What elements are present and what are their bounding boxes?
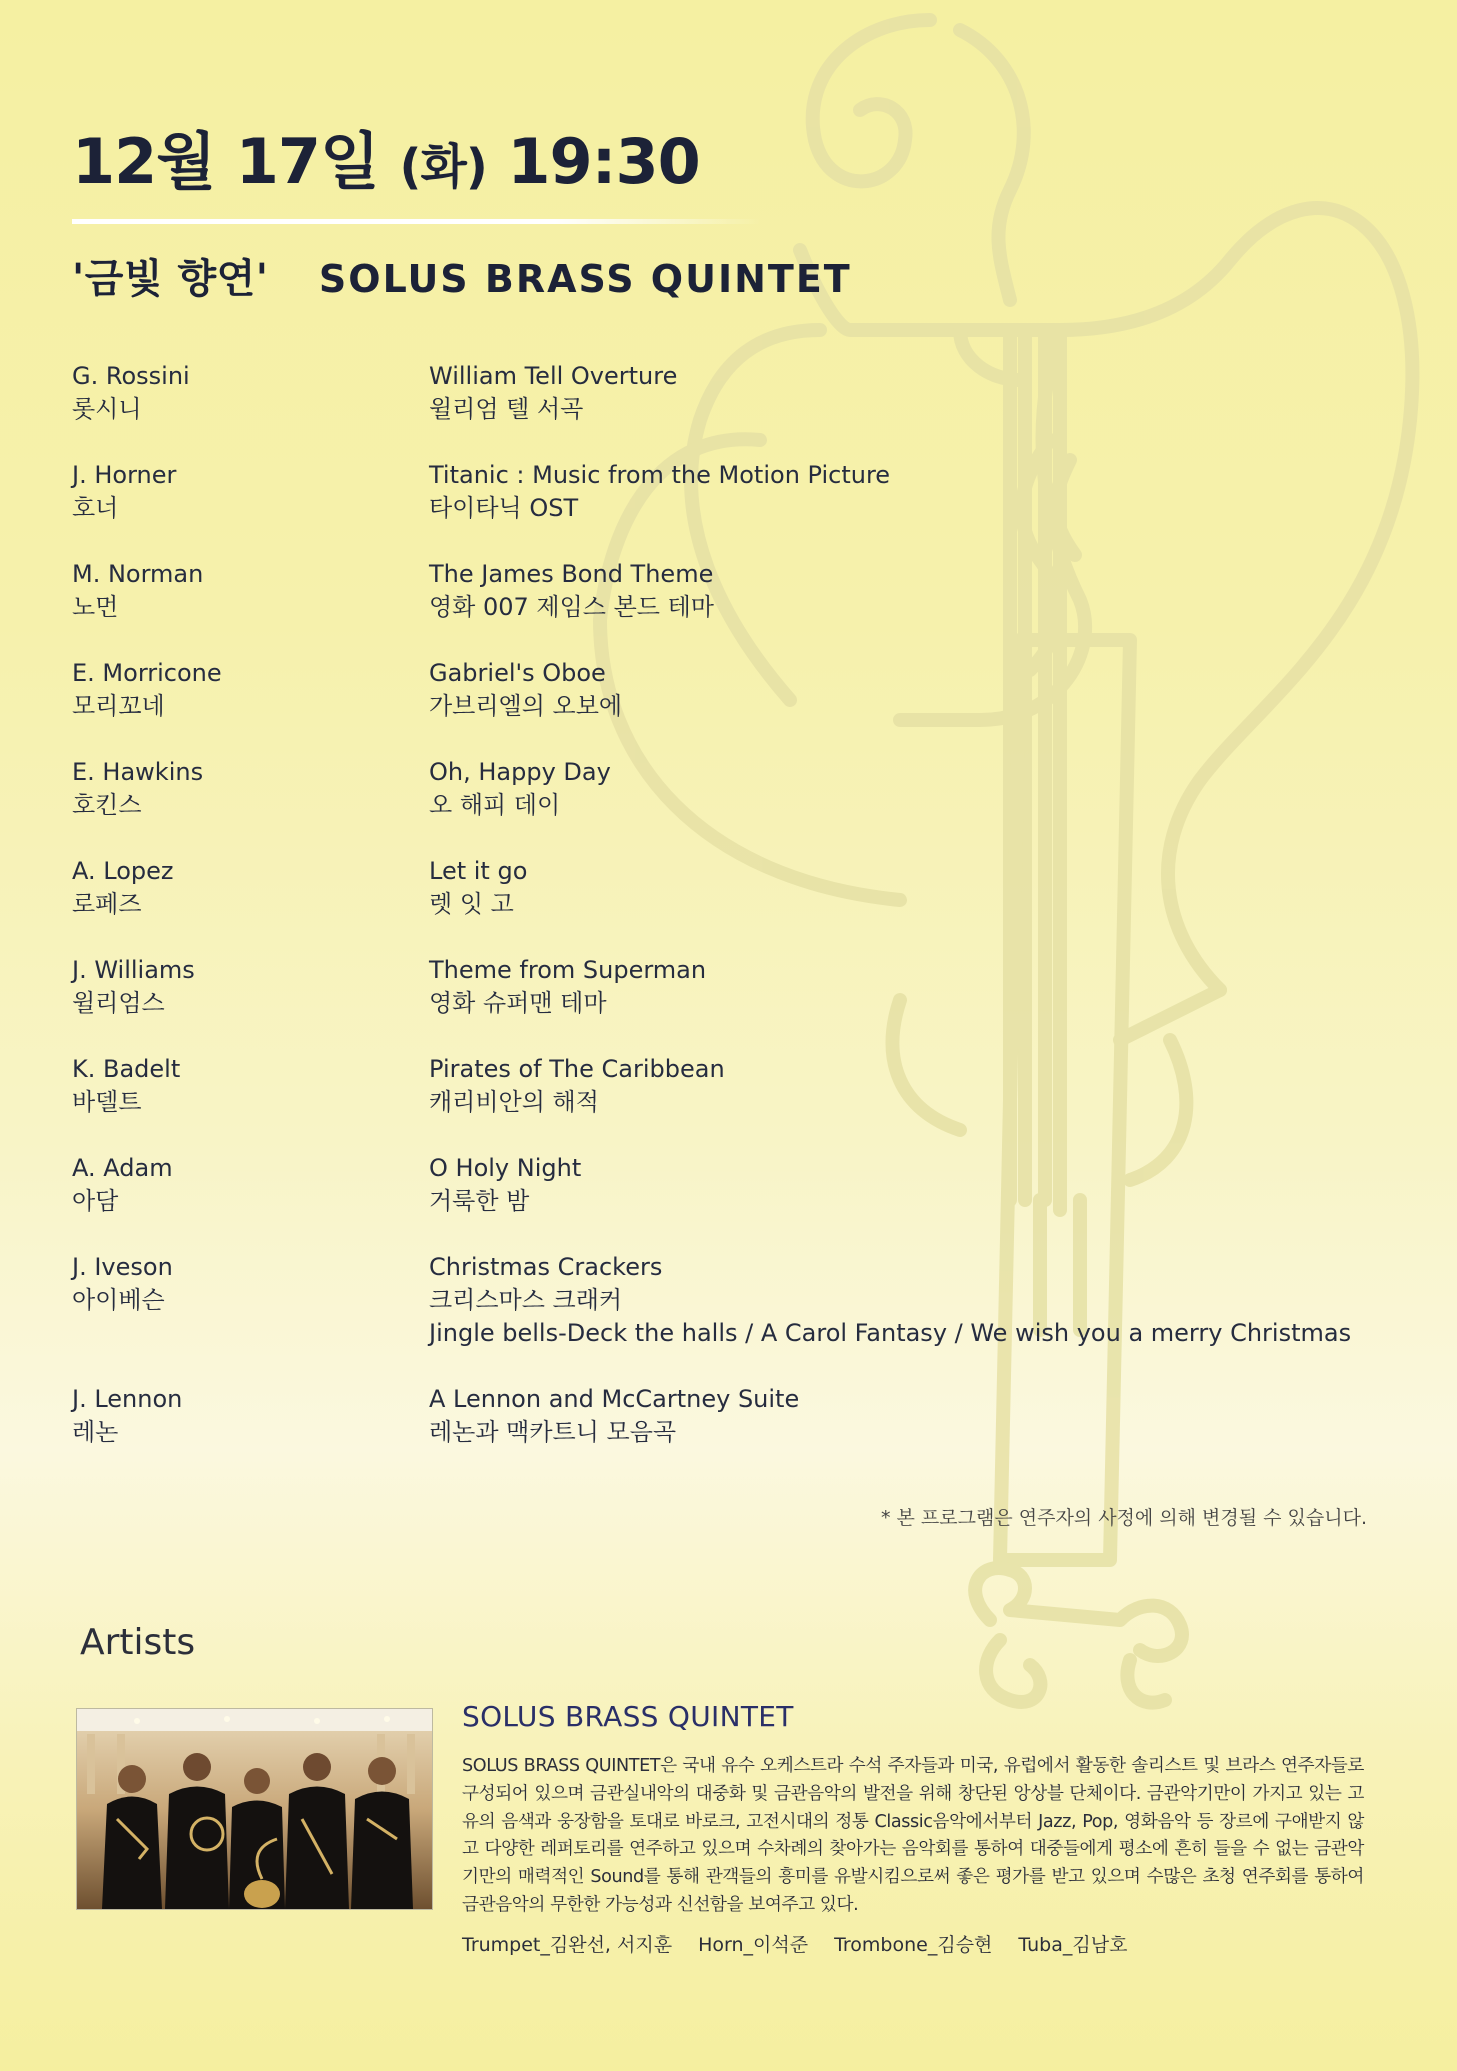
member-entry: Trumpet_김완선, 서지훈 <box>462 1933 673 1956</box>
composer <box>72 1251 429 1350</box>
composer-name-korean: 롯시니 <box>72 395 142 423</box>
composer-name: A. Lopez <box>72 857 174 885</box>
piece <box>429 1383 799 1449</box>
composer-name: G. Rossini <box>72 362 190 390</box>
program-item <box>72 1053 1372 1119</box>
piece-title: William Tell Overture <box>429 362 678 390</box>
piece-title: 타이타닉 OST <box>429 494 579 522</box>
piece <box>429 657 622 723</box>
piece <box>429 855 527 921</box>
piece <box>429 360 677 426</box>
composer <box>72 558 429 624</box>
composer-name-korean: 아담 <box>72 1187 119 1215</box>
concert-date <box>72 112 700 201</box>
piece <box>429 1251 1351 1350</box>
piece-title: 영화 007 제임스 본드 테마 <box>429 593 714 621</box>
composer-name: E. Hawkins <box>72 758 204 786</box>
composer <box>72 855 429 921</box>
composer-name-korean: 노먼 <box>72 593 119 621</box>
piece-title: Oh, Happy Day <box>429 758 611 786</box>
title-english: SOLUS BRASS QUINTET <box>318 257 852 301</box>
ensemble-name: SOLUS BRASS QUINTET <box>462 1700 794 1733</box>
composer <box>72 954 429 1020</box>
program-item <box>72 657 1372 723</box>
composer-name-korean: 레논 <box>72 1418 119 1446</box>
piece-title: 영화 슈퍼맨 테마 <box>429 989 607 1017</box>
composer-name-korean: 호너 <box>72 494 119 522</box>
program-item <box>72 558 1372 624</box>
composer <box>72 459 429 525</box>
composer-name: J. Horner <box>72 461 177 489</box>
program-list <box>72 360 1372 1482</box>
piece-title: 오 해피 데이 <box>429 791 561 819</box>
piece-title: Gabriel's Oboe <box>429 659 606 687</box>
composer-name: J. Lennon <box>72 1385 183 1413</box>
piece-title: Christmas Crackers <box>429 1253 663 1281</box>
piece-title: 가브리엘의 오보에 <box>429 692 623 720</box>
composer-name: A. Adam <box>72 1154 173 1182</box>
piece-title: The James Bond Theme <box>429 560 714 588</box>
piece <box>429 459 890 525</box>
composer <box>72 360 429 426</box>
piece-title: Titanic : Music from the Motion Picture <box>429 461 891 489</box>
piece <box>429 558 714 624</box>
program-notice: * 본 프로그램은 연주자의 사정에 의해 변경될 수 있습니다. <box>881 1507 1367 1529</box>
ensemble-description: SOLUS BRASS QUINTET은 국내 유수 오케스트라 수석 주자들과 미국, 유럽에서 활동한 솔리스트 및 브라스 연주자들로 구성되어 있으며 금관실내악의 대중화 및 금관음악의 발전을 위해 창단된 앙상블 단체이다. 금관악기만이 가지고 있는 고유의 음색과 웅장함을 토대로 바로크, 고전시대의 정통 Classic음악에서부터 Jazz, Pop, 영화음악 등 장르에 구애받지 않고 다양한 레퍼토리를 연주하고 있으며 수차례의 찾아가는 음악회를 통하여 대중들에게 평소에 흔히 들을 수 없는 금관악기만의 매력적인 Sound를 통해 관객들의 흥미를 유발시킴으로써 좋은 평가를 받고 있으며 수많은 초청 연주회를 통하여 금관음악의 무한한 가능성과 신선함을 보여주고 있다. <box>462 1756 1364 1915</box>
piece <box>429 756 611 822</box>
piece-title: Jingle bells-Deck the halls / A Carol Fantasy / We wish you a merry Christmas <box>429 1319 1352 1347</box>
composer-name: J. Williams <box>72 956 195 984</box>
piece-title: 캐리비안의 해적 <box>429 1088 599 1116</box>
piece-title: 레논과 맥카트니 모음곡 <box>429 1418 677 1446</box>
member-entry: Horn_이석준 <box>698 1933 809 1956</box>
time-text: 19:30 <box>507 125 700 198</box>
piece-title: O Holy Night <box>429 1154 582 1182</box>
piece <box>429 954 706 1020</box>
piece <box>429 1152 581 1218</box>
composer-name-korean: 바델트 <box>72 1088 142 1116</box>
member-entry: Tuba_김남호 <box>1018 1933 1128 1956</box>
program-item <box>72 459 1372 525</box>
composer <box>72 657 429 723</box>
piece-title: Let it go <box>429 857 528 885</box>
program-item <box>72 1251 1372 1350</box>
program-item <box>72 1152 1372 1218</box>
member-entry: Trombone_김승현 <box>834 1933 993 1956</box>
piece-title: Theme from Superman <box>429 956 707 984</box>
composer-name: K. Badelt <box>72 1055 181 1083</box>
composer <box>72 756 429 822</box>
date-text: 12월 17일 <box>72 125 379 198</box>
title-divider <box>72 219 762 224</box>
weekday-text: (화) <box>399 139 487 195</box>
piece-title: Pirates of The Caribbean <box>429 1055 725 1083</box>
piece-title: 윌리엄 텔 서곡 <box>429 395 584 423</box>
program-item <box>72 1383 1372 1449</box>
piece-title: 크리스마스 크래커 <box>429 1286 623 1314</box>
composer <box>72 1383 429 1449</box>
member-list <box>462 1930 1364 1957</box>
composer-name-korean: 로페즈 <box>72 890 142 918</box>
program-item <box>72 855 1372 921</box>
artist-bio <box>462 1700 1364 1957</box>
artists-heading: Artists <box>80 1622 196 1663</box>
title-korean: '금빛 향연' <box>72 256 269 302</box>
composer <box>72 1053 429 1119</box>
ensemble-photo <box>76 1708 433 1910</box>
piece-title: 렛 잇 고 <box>429 890 514 918</box>
composer <box>72 1152 429 1218</box>
composer-name-korean: 아이베슨 <box>72 1286 165 1314</box>
composer-name: E. Morricone <box>72 659 222 687</box>
composer-name: J. Iveson <box>72 1253 173 1281</box>
composer-name: M. Norman <box>72 560 204 588</box>
composer-name-korean: 모리꼬네 <box>72 692 165 720</box>
piece-title: 거룩한 밤 <box>429 1187 530 1215</box>
concert-title <box>72 247 852 304</box>
program-item <box>72 360 1372 426</box>
program-item <box>72 954 1372 1020</box>
composer-name-korean: 호킨스 <box>72 791 142 819</box>
program-item <box>72 756 1372 822</box>
piece <box>429 1053 725 1119</box>
piece-title: A Lennon and McCartney Suite <box>429 1385 800 1413</box>
composer-name-korean: 윌리엄스 <box>72 989 165 1017</box>
